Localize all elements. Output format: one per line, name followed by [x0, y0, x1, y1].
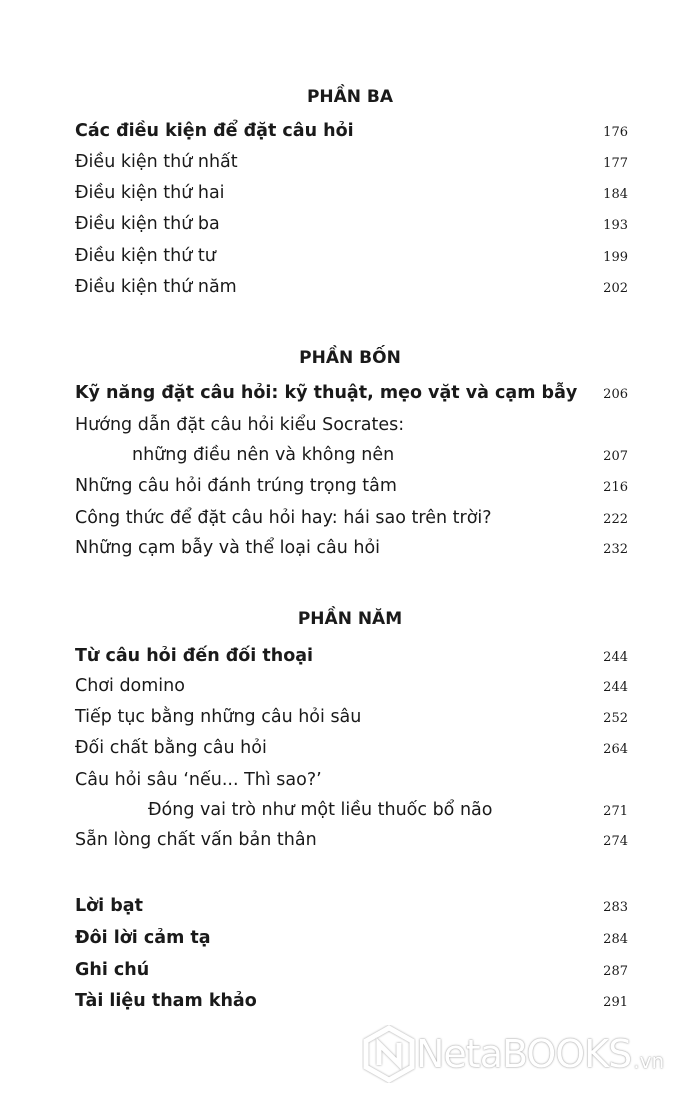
toc-entry-title: Ghi chú [75, 960, 150, 980]
toc-entry-page: 283 [603, 900, 628, 915]
toc-entry[interactable] [75, 673, 628, 699]
toc-entry-page: 287 [603, 964, 628, 979]
toc-entry-title: Đối chất bằng câu hỏi [75, 738, 267, 758]
toc-entry[interactable] [75, 211, 628, 237]
toc-entry[interactable] [75, 957, 628, 983]
toc-entry[interactable] [75, 505, 628, 531]
toc-entry-title: Từ câu hỏi đến đối thoại [75, 646, 314, 666]
toc-entry[interactable] [75, 274, 628, 300]
toc-entry-title: Những câu hỏi đánh trúng trọng tâm [75, 476, 397, 496]
watermark [362, 1025, 664, 1083]
toc-entry[interactable] [75, 704, 628, 730]
toc-entry[interactable] [75, 149, 628, 175]
toc-entry-page: 222 [603, 512, 628, 527]
toc-entry-page: 184 [603, 187, 628, 202]
toc-entry-title: Các điều kiện để đặt câu hỏi [75, 121, 354, 141]
toc-entry-page: 207 [603, 449, 628, 464]
toc-entry-page: 291 [603, 995, 628, 1010]
toc-entry[interactable] [75, 797, 628, 823]
toc-entry[interactable] [75, 827, 628, 853]
toc-entry[interactable] [75, 767, 628, 793]
toc-entry[interactable] [75, 735, 628, 761]
toc-entry-title: những điều nên và không nên [132, 445, 395, 465]
toc-entry[interactable] [75, 535, 628, 561]
toc-entry-page: 244 [603, 680, 628, 695]
toc-entry-page: 271 [603, 804, 628, 819]
toc-entry-title: Điều kiện thứ tư [75, 246, 216, 266]
toc-entry[interactable] [75, 243, 628, 269]
toc-entry-page: 206 [603, 387, 628, 402]
toc-entry[interactable] [75, 118, 628, 144]
toc-entry-page: 252 [603, 711, 628, 726]
toc-entry-page: 177 [603, 156, 628, 171]
toc-entry-page: 264 [603, 742, 628, 757]
toc-entry[interactable] [75, 925, 628, 951]
watermark-brand: NetaBOOKS [416, 1032, 632, 1076]
toc-entry-title: Câu hỏi sâu ‘nếu... Thì sao?’ [75, 770, 322, 790]
netabooks-logo-icon [362, 1025, 416, 1083]
section-heading: PHẦN BA [306, 87, 394, 107]
toc-entry-page: 216 [603, 480, 628, 495]
toc-entry-title: Điều kiện thứ năm [75, 277, 237, 297]
section-heading: PHẦN BỐN [299, 348, 401, 368]
toc-entry-title: Những cạm bẫy và thể loại câu hỏi [75, 538, 381, 558]
toc-entry-title: Đôi lời cảm tạ [75, 928, 211, 948]
watermark-suffix: .vn [633, 1049, 665, 1073]
toc-entry[interactable] [75, 473, 628, 499]
toc-entry-page: 284 [603, 932, 628, 947]
toc-entry-page: 244 [603, 650, 628, 665]
toc-entry[interactable] [75, 412, 628, 438]
toc-entry-page: 202 [603, 281, 628, 296]
toc-entry-title: Công thức để đặt câu hỏi hay: hái sao trên trời? [75, 508, 492, 528]
toc-entry-title: Điều kiện thứ nhất [75, 152, 238, 172]
toc-entry[interactable] [75, 180, 628, 206]
toc-entry-title: Điều kiện thứ hai [75, 183, 225, 203]
toc-entry-title: Lời bạt [75, 896, 143, 916]
toc-entry-title: Chơi domino [75, 676, 185, 696]
toc-entry[interactable] [75, 988, 628, 1014]
toc-entry-title: Hướng dẫn đặt câu hỏi kiểu Socrates: [75, 415, 405, 435]
toc-entry-page: 232 [603, 542, 628, 557]
toc-entry[interactable] [75, 380, 628, 406]
toc-entry[interactable] [75, 643, 628, 669]
toc-entry-title: Điều kiện thứ ba [75, 214, 220, 234]
toc-entry-page: 193 [603, 218, 628, 233]
toc-entry-title: Kỹ năng đặt câu hỏi: kỹ thuật, mẹo vặt và cạm bẫy [75, 383, 578, 403]
toc-entry-title: Sẵn lòng chất vấn bản thân [75, 830, 317, 850]
toc-entry-title: Tài liệu tham khảo [75, 991, 257, 1011]
toc-entry-page: 176 [603, 125, 628, 140]
toc-entry-page: 274 [603, 834, 628, 849]
toc-entry-page: 199 [603, 250, 628, 265]
toc-entry-title: Tiếp tục bằng những câu hỏi sâu [75, 707, 362, 727]
toc-entry[interactable] [75, 442, 628, 468]
section-heading: PHẦN NĂM [297, 609, 403, 629]
toc-entry-title: Đóng vai trò như một liều thuốc bổ não [148, 800, 493, 820]
toc-entry[interactable] [75, 893, 628, 919]
